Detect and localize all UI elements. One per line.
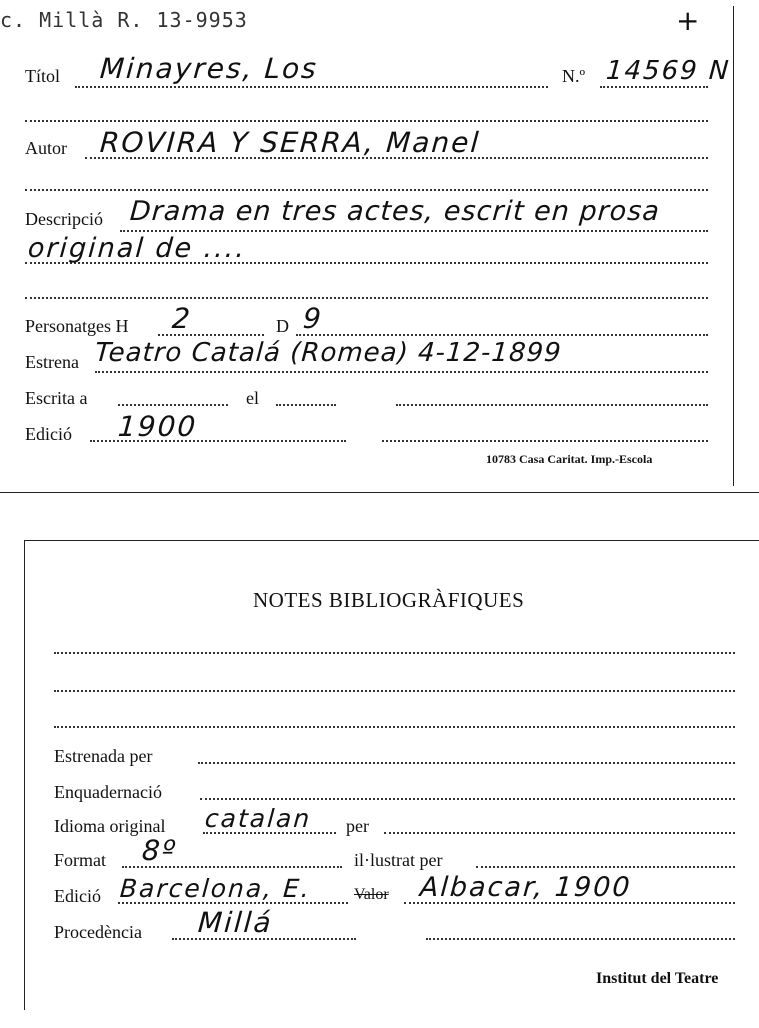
estrenada-line <box>198 762 735 764</box>
card-2-heading: NOTES BIBLIOGRÀFIQUES <box>253 588 525 612</box>
institution-name: Institut del Teatre <box>596 970 719 987</box>
card-2-left-border <box>24 540 25 1010</box>
autor-label: Autor <box>25 138 67 158</box>
numero-line <box>600 86 708 88</box>
descripcio-value-2: original de .... <box>26 233 248 264</box>
escrita-el-line <box>276 404 336 406</box>
catalog-stamp: c. Millà R. 13-9953 <box>0 8 248 32</box>
personatges-d-value: 9 <box>301 302 324 335</box>
idioma-value: catalan <box>203 804 313 833</box>
titol-label: Títol <box>25 66 60 86</box>
descripcio-value-1: Drama en tres actes, escrit en prosa <box>128 196 662 227</box>
procedencia-label: Procedència <box>54 922 142 942</box>
edicio-value: 1900 <box>116 410 199 443</box>
format-label: Format <box>54 850 106 870</box>
illustrat-label: il·lustrat per <box>354 850 443 870</box>
idioma-per-line <box>384 832 735 834</box>
printer-imprint: 10783 Casa Caritat. Imp.-Escola <box>486 452 653 466</box>
valor-label: Valor <box>354 886 389 903</box>
titol-extra-line <box>25 120 708 122</box>
estrena-line <box>95 371 708 373</box>
enquadernacio-line <box>200 798 735 800</box>
edicio-2-label: Edició <box>54 886 101 906</box>
escrita-el-label: el <box>246 388 259 408</box>
personatges-label: Personatges H <box>25 316 129 336</box>
edicio-extra-line <box>382 440 708 442</box>
descripcio-label: Descripció <box>25 209 103 229</box>
procedencia-extra-line <box>426 938 735 940</box>
autor-extra-line <box>25 189 708 191</box>
edicio-label: Edició <box>25 424 72 444</box>
personatges-h-value: 2 <box>170 302 193 335</box>
notes-line-1 <box>54 652 735 654</box>
autor-value: ROVIRA Y SERRA, Manel <box>98 126 482 159</box>
numero-value: 14569 N <box>604 56 732 86</box>
idioma-label: Idioma original <box>54 816 166 836</box>
descripcio-line-1 <box>120 230 708 232</box>
valor-value: Albacar, 1900 <box>418 872 633 903</box>
titol-value: Minayres, Los <box>98 52 320 85</box>
card-2-top-border <box>24 540 759 541</box>
escrita-extra-line <box>396 404 708 406</box>
corner-mark: + <box>676 4 700 37</box>
enquadernacio-label: Enquadernació <box>54 782 162 802</box>
notes-line-2 <box>54 690 735 692</box>
numero-label: N.º <box>562 66 586 86</box>
descripcio-line-3 <box>25 297 708 299</box>
estrena-value: Teatro Catalá (Romea) 4-12-1899 <box>93 338 563 368</box>
notes-line-3 <box>54 726 735 728</box>
edicio-2-value: Barcelona, E. <box>118 874 312 903</box>
illustrat-line <box>476 866 735 868</box>
idioma-per-label: per <box>346 816 369 836</box>
estrenada-label: Estrenada per <box>54 746 153 766</box>
escrita-label: Escrita a <box>25 388 88 408</box>
titol-line <box>75 86 548 88</box>
procedencia-value: Millá <box>196 906 274 939</box>
personatges-d-label: D <box>276 316 289 336</box>
estrena-label: Estrena <box>25 352 79 372</box>
format-value: 8º <box>140 834 179 867</box>
card-1-bottom-border <box>0 492 759 493</box>
escrita-line <box>118 404 228 406</box>
personatges-d-line <box>296 334 708 336</box>
card-1-right-border <box>733 6 734 486</box>
